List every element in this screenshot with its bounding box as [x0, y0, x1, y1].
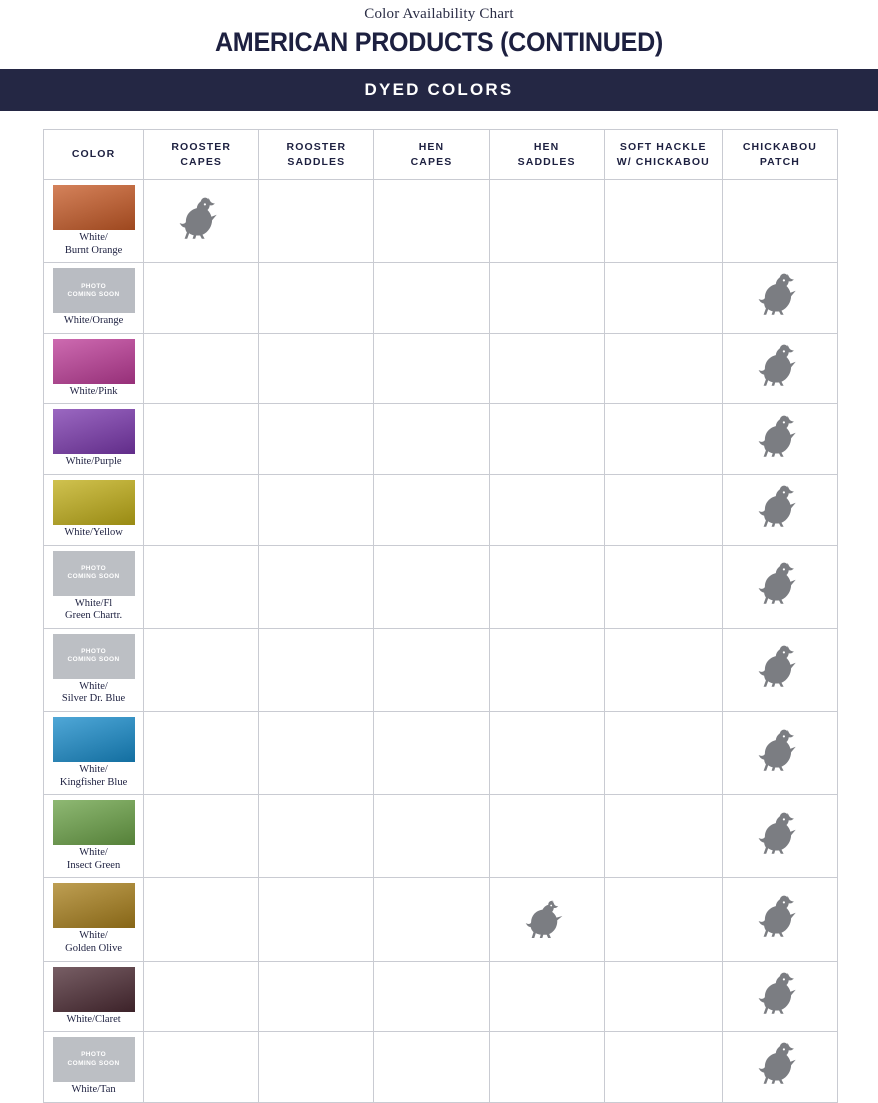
color-cell [44, 711, 144, 794]
color-label-line2: Burnt Orange [64, 244, 123, 256]
rooster-icon [754, 558, 806, 610]
color-label [44, 456, 143, 474]
availability-mark-cell [722, 545, 837, 628]
color-label [44, 527, 143, 545]
table-row [44, 795, 838, 878]
empty-cell [374, 333, 489, 404]
empty-cell [489, 1032, 604, 1103]
availability-mark-cell [722, 474, 837, 545]
color-label-line2: Green Chartr. [64, 610, 123, 622]
availability-mark-cell [489, 878, 604, 961]
empty-cell [374, 1032, 489, 1103]
empty-cell [489, 263, 604, 334]
color-label-line1: White/ [79, 680, 108, 692]
empty-cell [144, 961, 259, 1032]
color-label [44, 930, 143, 960]
empty-cell [259, 263, 374, 334]
color-label-line2: Kingfisher Blue [59, 776, 128, 788]
empty-cell [489, 545, 604, 628]
column-header-line2: SADDLES [517, 155, 576, 168]
empty-cell [604, 404, 722, 475]
rooster-icon [754, 891, 806, 943]
color-cell [44, 545, 144, 628]
color-swatch [53, 185, 135, 230]
empty-cell [604, 1032, 722, 1103]
color-cell [44, 333, 144, 404]
availability-mark-cell [722, 263, 837, 334]
empty-cell [144, 404, 259, 475]
table-row [44, 878, 838, 961]
chart-subtitle: Color Availability Chart [364, 6, 514, 22]
column-header-soft-hackle [604, 130, 722, 180]
table-row [44, 404, 838, 475]
column-header-line2: CAPES [410, 155, 453, 168]
empty-cell [144, 333, 259, 404]
empty-cell [489, 961, 604, 1032]
photo-coming-soon-line1: PHOTO [81, 564, 107, 572]
availability-mark-cell [722, 711, 837, 794]
column-header-line1: CHICKABOU [742, 141, 817, 154]
color-label-line1: White/Fl [74, 597, 113, 609]
color-swatch [53, 480, 135, 525]
column-header-line2: PATCH [759, 155, 800, 168]
page-title: AMERICAN PRODUCTS (CONTINUED) [214, 27, 664, 57]
column-header-color [44, 130, 144, 180]
empty-cell [604, 474, 722, 545]
photo-coming-soon-line2: COMING SOON [67, 656, 120, 664]
empty-cell [604, 333, 722, 404]
rooster-icon [754, 269, 806, 321]
empty-cell [374, 263, 489, 334]
table-row [44, 961, 838, 1032]
empty-cell [374, 474, 489, 545]
empty-cell [604, 878, 722, 961]
empty-cell [144, 1032, 259, 1103]
photo-coming-soon-line2: COMING SOON [67, 290, 120, 298]
empty-cell [489, 474, 604, 545]
photo-coming-soon-line1: PHOTO [81, 648, 107, 656]
color-label [44, 1084, 143, 1102]
empty-cell [259, 711, 374, 794]
empty-cell [374, 711, 489, 794]
empty-cell [144, 628, 259, 711]
color-label-line1: White/ [79, 847, 108, 859]
color-label [44, 1014, 143, 1032]
color-cell [44, 474, 144, 545]
empty-cell [604, 545, 722, 628]
rooster-icon [754, 481, 806, 533]
column-header-line1: HEN [533, 141, 560, 154]
color-cell [44, 878, 144, 961]
table-row [44, 333, 838, 404]
availability-mark-cell [144, 180, 259, 263]
table-row [44, 180, 838, 263]
rooster-icon [754, 1038, 806, 1090]
color-swatch [53, 551, 135, 596]
empty-cell [489, 795, 604, 878]
color-swatch [53, 339, 135, 384]
chart-table-container [0, 111, 878, 1103]
empty-cell [259, 878, 374, 961]
empty-cell [374, 878, 489, 961]
table-row [44, 1032, 838, 1103]
color-swatch [53, 717, 135, 762]
empty-cell [604, 961, 722, 1032]
color-swatch [53, 1037, 135, 1082]
section-band [0, 69, 878, 111]
color-swatch [53, 967, 135, 1012]
column-header-rooster-saddles [259, 130, 374, 180]
color-label-line1: White/ [79, 232, 108, 243]
column-header-hen-capes [374, 130, 489, 180]
column-header-chickabou-patch [722, 130, 837, 180]
photo-coming-soon-line1: PHOTO [81, 282, 107, 290]
rooster-icon [754, 411, 806, 463]
availability-table [43, 129, 838, 1103]
empty-cell [144, 263, 259, 334]
availability-mark-cell [722, 878, 837, 961]
empty-cell [489, 711, 604, 794]
column-header-line2: CAPES [180, 155, 223, 168]
color-label-line1: White/Pink [69, 385, 118, 397]
color-swatch [53, 800, 135, 845]
color-cell [44, 404, 144, 475]
empty-cell [259, 545, 374, 628]
empty-cell [374, 628, 489, 711]
empty-cell [259, 404, 374, 475]
availability-mark-cell [722, 333, 837, 404]
table-row [44, 545, 838, 628]
color-swatch [53, 409, 135, 454]
color-label [44, 681, 143, 711]
color-cell [44, 795, 144, 878]
empty-cell [144, 795, 259, 878]
color-label [44, 386, 143, 404]
color-cell [44, 628, 144, 711]
photo-coming-soon-line2: COMING SOON [67, 573, 120, 581]
column-header-line1: SOFT HACKLE [619, 141, 707, 154]
empty-cell [374, 545, 489, 628]
rooster-icon [175, 193, 227, 245]
rooster-icon [754, 808, 806, 860]
empty-cell [489, 180, 604, 263]
color-label-line2: Silver Dr. Blue [61, 693, 126, 705]
color-label-line1: White/Yellow [64, 526, 123, 538]
table-row [44, 263, 838, 334]
color-swatch [53, 268, 135, 313]
empty-cell [259, 474, 374, 545]
availability-mark-cell [722, 1032, 837, 1103]
column-header-line2: W/ CHICKABOU [616, 155, 710, 168]
empty-cell [604, 628, 722, 711]
empty-cell [259, 333, 374, 404]
rooster-icon [754, 725, 806, 777]
column-header-hen-saddles [489, 130, 604, 180]
color-label-line2: Insect Green [66, 859, 121, 871]
empty-cell [259, 1032, 374, 1103]
empty-cell [374, 795, 489, 878]
color-cell [44, 1032, 144, 1103]
photo-coming-soon-overlay [53, 268, 135, 313]
color-swatch [53, 883, 135, 928]
color-label [44, 598, 143, 628]
empty-cell [144, 474, 259, 545]
empty-cell [144, 545, 259, 628]
table-row [44, 474, 838, 545]
availability-mark-cell [722, 628, 837, 711]
color-label-line1: White/Purple [65, 456, 122, 468]
rooster-icon [754, 641, 806, 693]
empty-cell [722, 180, 837, 263]
column-header-line2: SADDLES [287, 155, 346, 168]
table-header-row [44, 130, 838, 180]
photo-coming-soon-line1: PHOTO [81, 1051, 107, 1059]
empty-cell [604, 711, 722, 794]
color-swatch [53, 634, 135, 679]
color-cell [44, 180, 144, 263]
empty-cell [489, 333, 604, 404]
rooster-icon [754, 340, 806, 392]
empty-cell [489, 404, 604, 475]
availability-mark-cell [722, 404, 837, 475]
color-label-line1: White/Claret [66, 1013, 121, 1025]
empty-cell [604, 263, 722, 334]
section-band-label: DYED COLORS [364, 80, 514, 99]
column-header-line1: HEN [418, 141, 445, 154]
empty-cell [144, 711, 259, 794]
color-label-line1: White/Orange [63, 315, 124, 327]
table-header [44, 130, 838, 180]
color-label-line1: White/ [79, 930, 108, 942]
color-label-line1: White/ [79, 763, 108, 775]
empty-cell [374, 961, 489, 1032]
empty-cell [374, 180, 489, 263]
column-header-color-label: COLOR [71, 148, 116, 161]
color-label-line2: Golden Olive [65, 942, 122, 954]
empty-cell [259, 795, 374, 878]
table-row [44, 628, 838, 711]
empty-cell [604, 180, 722, 263]
empty-cell [259, 628, 374, 711]
empty-cell [259, 180, 374, 263]
empty-cell [604, 795, 722, 878]
color-label [44, 315, 143, 333]
empty-cell [374, 404, 489, 475]
photo-coming-soon-overlay [53, 551, 135, 596]
table-row [44, 711, 838, 794]
color-label [44, 232, 143, 262]
column-header-line1: ROOSTER [171, 141, 231, 154]
hen-icon [524, 896, 570, 938]
photo-coming-soon-overlay [53, 634, 135, 679]
availability-mark-cell [722, 961, 837, 1032]
color-cell [44, 961, 144, 1032]
color-label-line1: White/Tan [71, 1084, 116, 1096]
color-cell [44, 263, 144, 334]
rooster-icon [754, 968, 806, 1020]
empty-cell [489, 628, 604, 711]
availability-mark-cell [722, 795, 837, 878]
column-header-rooster-capes [144, 130, 259, 180]
table-body [44, 180, 838, 1103]
column-header-line1: ROOSTER [286, 141, 347, 154]
photo-coming-soon-line2: COMING SOON [67, 1059, 120, 1067]
color-label [44, 847, 143, 877]
color-label [44, 764, 143, 794]
photo-coming-soon-overlay [53, 1037, 135, 1082]
empty-cell [259, 961, 374, 1032]
empty-cell [144, 878, 259, 961]
